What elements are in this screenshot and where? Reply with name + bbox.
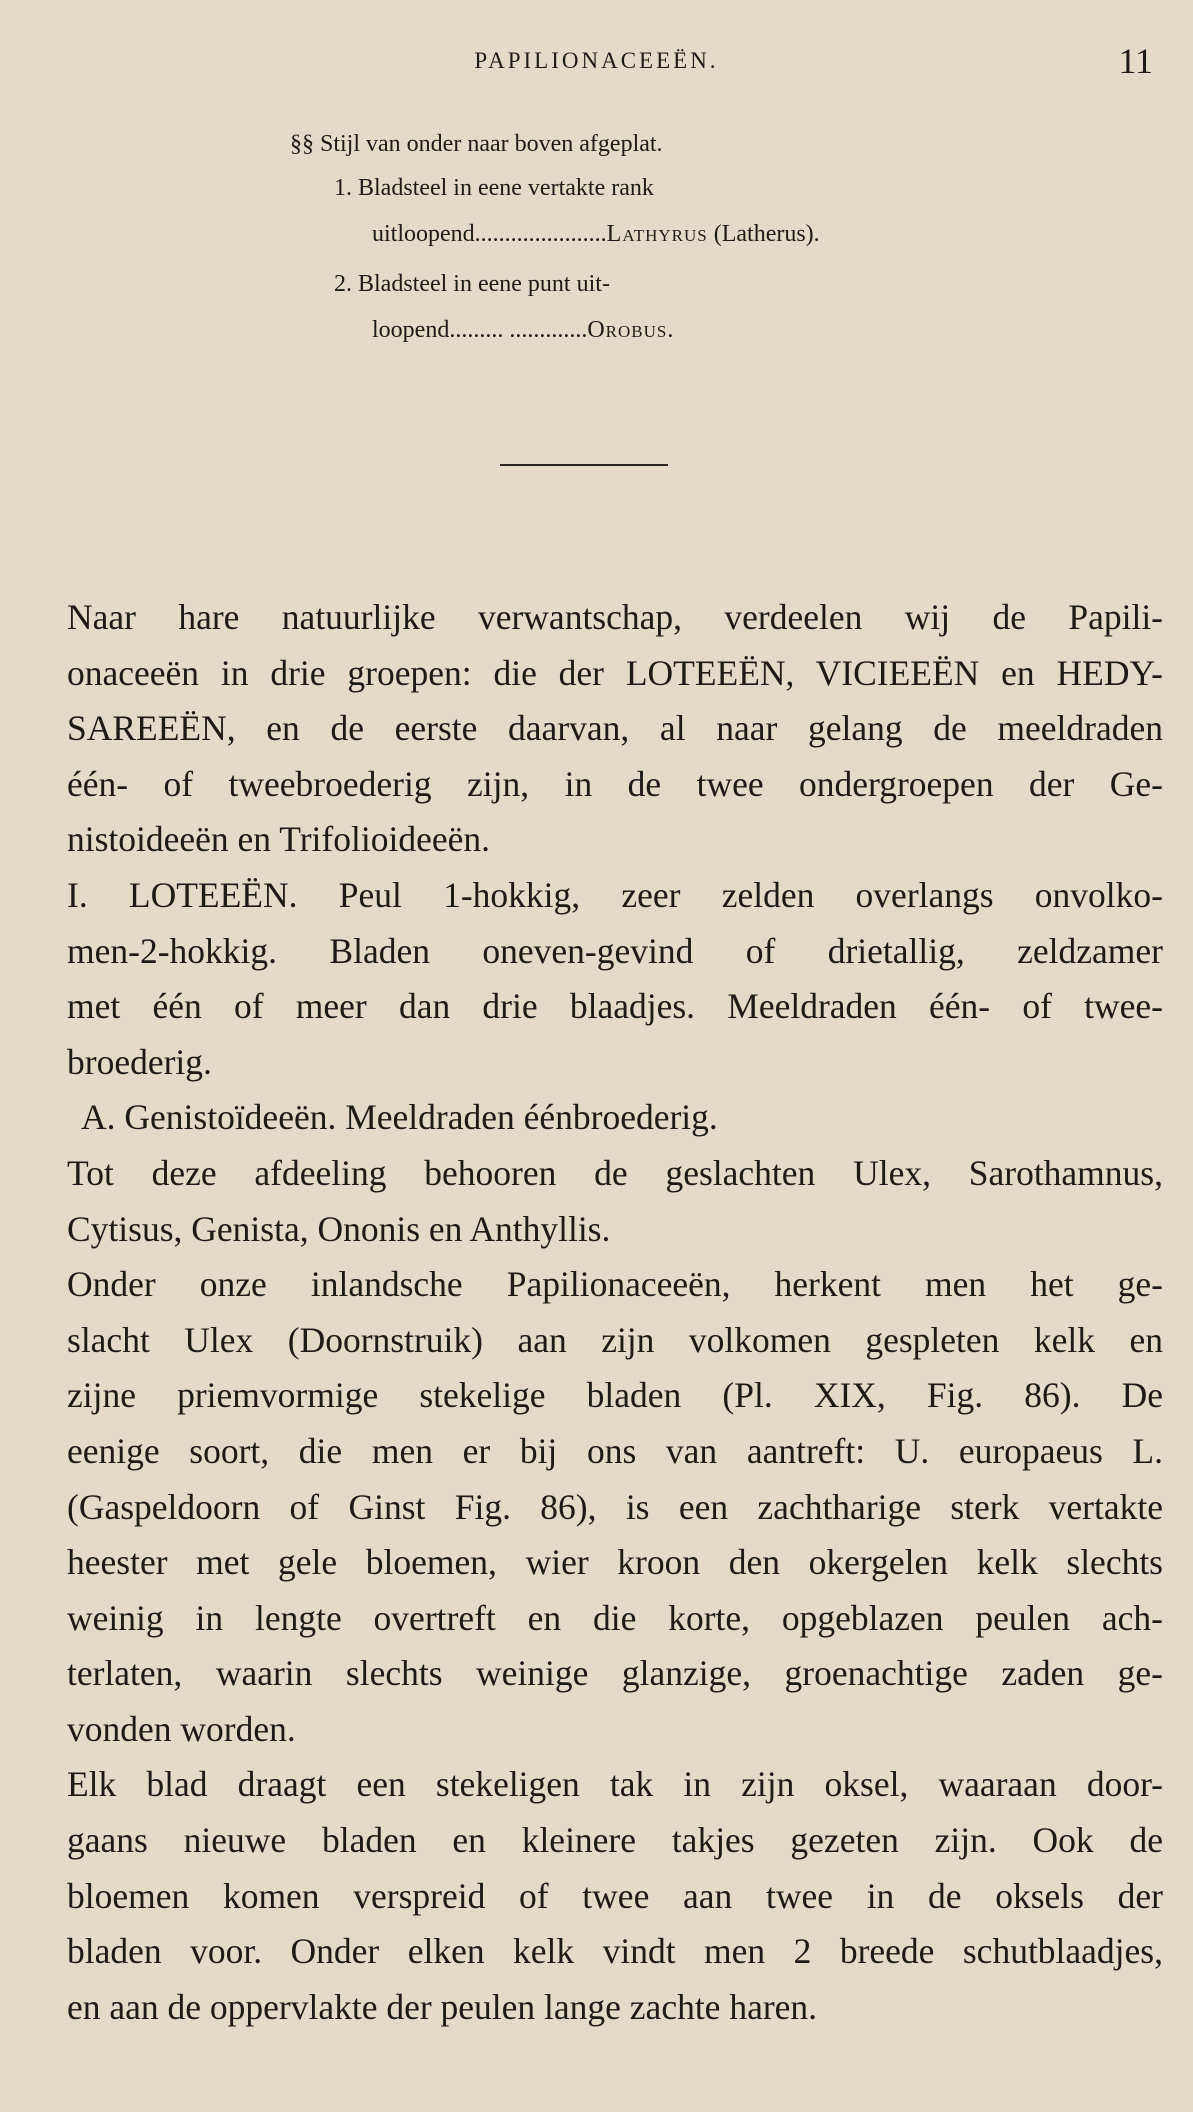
text-line: zijne priemvormige stekelige bladen (Pl. XIX, Fig. 86). De	[67, 1375, 1163, 1416]
text-line: vonden worden.	[67, 1708, 296, 1749]
text-line: en aan de oppervlakte der peulen lange zachte haren.	[67, 1986, 818, 2027]
section-divider	[500, 464, 668, 466]
key-item-2-genus: Orobus.	[587, 317, 675, 343]
text-line: heester met gele bloemen, wier kroon den okergelen kelk slechts	[67, 1542, 1163, 1583]
text-line: Elk blad draagt een stekeligen tak in zijn oksel, waaraan door-	[67, 1764, 1163, 1805]
text-line: eenige soort, die men er bij ons van aantreft: U. europaeus L.	[67, 1430, 1163, 1471]
key-item-1-text: uitloopend	[372, 221, 475, 247]
text-line: nistoideeën en Trifolioideeën.	[67, 819, 490, 860]
key-item-2-line-1: 2. Bladsteel in eene punt uit-	[334, 271, 610, 297]
text-line: met één of meer dan drie blaadjes. Meeldraden één- of twee-	[67, 986, 1163, 1027]
text-line: A. Genistoïdeeën. Meeldraden éénbroederig.	[81, 1097, 718, 1138]
paragraph-ulex	[67, 1257, 1163, 1757]
text-line: I. LOTEEËN. Peul 1-hokkig, zeer zelden overlangs onvolko-	[67, 874, 1163, 915]
key-item-2-leader: ......... .............	[449, 317, 588, 343]
text-line: Cytisus, Genista, Ononis en Anthyllis.	[67, 1208, 611, 1249]
text-line: broederig.	[67, 1041, 212, 1082]
text-line: Tot deze afdeeling behooren de geslachten Ulex, Sarothamnus,	[67, 1152, 1163, 1193]
text-line: weinig in lengte overtreft en die korte, opgeblazen peulen ach-	[67, 1597, 1163, 1638]
paragraph-leaf	[67, 1757, 1163, 2035]
paragraph-loteeen	[67, 868, 1163, 1090]
running-title: PAPILIONACEEËN.	[474, 48, 719, 73]
key-heading: §§ Stijl van onder naar boven afgeplat.	[290, 131, 663, 157]
text-line: SAREEËN, en de eerste daarvan, al naar gelang de meeldraden	[67, 708, 1163, 749]
paragraph-genistoideeen	[67, 1090, 1163, 1146]
text-line: slacht Ulex (Doornstruik) aan zijn volkomen gespleten kelk en	[67, 1319, 1163, 1360]
text-line: gaans nieuwe bladen en kleinere takjes gezeten zijn. Ook de	[67, 1820, 1163, 1861]
text-line: één- of tweebroederig zijn, in de twee ondergroepen der Ge-	[67, 763, 1163, 804]
text-line: Naar hare natuurlijke verwantschap, verdeelen wij de Papili-	[67, 597, 1163, 637]
paragraph-groups	[67, 590, 1163, 868]
text-line: terlaten, waarin slechts weinige glanzige, groenachtige zaden ge-	[67, 1653, 1163, 1694]
page-number: 11	[1118, 41, 1153, 81]
key-item-1-genus: Lathyrus	[606, 221, 708, 247]
text-line: bloemen komen verspreid of twee aan twee in de oksels der	[67, 1875, 1163, 1916]
running-header	[0, 42, 1193, 82]
text-line: men-2-hokkig. Bladen oneven-gevind of drietallig, zeldzamer	[67, 930, 1163, 971]
text-line: (Gaspeldoorn of Ginst Fig. 86), is een zachtharige sterk vertakte	[67, 1486, 1163, 1527]
text-line: bladen voor. Onder elken kelk vindt men 2 breede schutblaadjes,	[67, 1931, 1163, 1972]
text-line: onaceeën in drie groepen: die der LOTEEËN, VICIEEËN en HEDY-	[67, 652, 1163, 693]
key-item-1-leader: ......................	[474, 221, 607, 247]
key-item-2-text: loopend	[372, 317, 450, 343]
key-item-2-line-2	[372, 318, 674, 342]
body-text	[67, 590, 1163, 2035]
key-item-1-line-2	[372, 222, 820, 246]
text-line: Onder onze inlandsche Papilionaceeën, herkent men het ge-	[67, 1264, 1163, 1305]
paragraph-genera	[67, 1146, 1163, 1257]
key-item-1-alt: (Latherus).	[713, 221, 820, 247]
key-item-1-line-1: 1. Bladsteel in eene vertakte rank	[334, 175, 654, 201]
